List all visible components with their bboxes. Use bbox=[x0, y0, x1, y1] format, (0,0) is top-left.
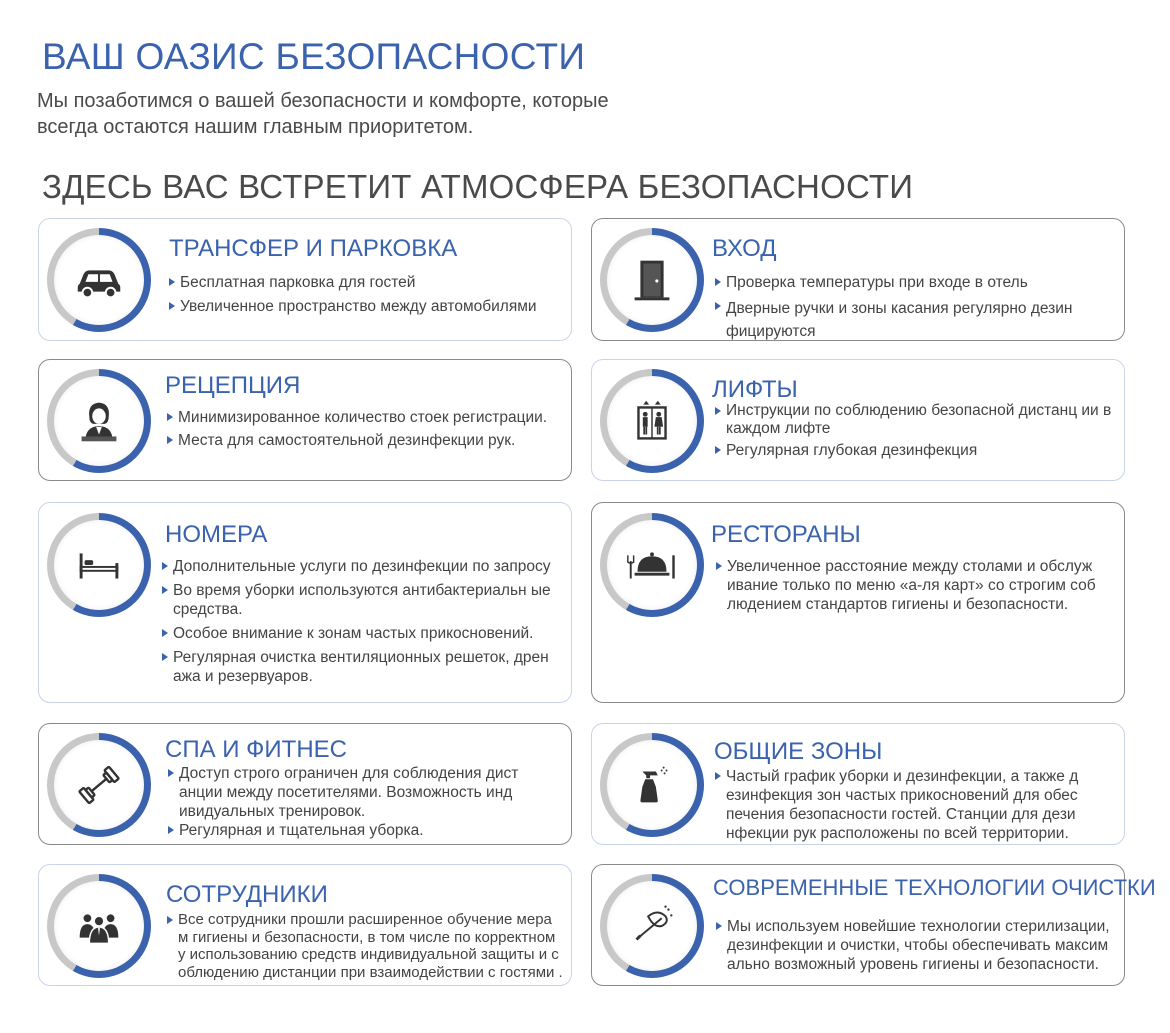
card-rooms bbox=[38, 502, 572, 703]
card-title: ОБЩИЕ ЗОНЫ bbox=[714, 738, 883, 765]
icon-ring bbox=[47, 733, 151, 837]
bed-icon bbox=[70, 536, 128, 594]
icon-ring bbox=[600, 733, 704, 837]
section-title: ЗДЕСЬ ВАС ВСТРЕТИТ АТМОСФЕРА БЕЗОПАСНОСТИ bbox=[42, 168, 914, 205]
icon-ring bbox=[47, 874, 151, 978]
dumbbell-icon bbox=[70, 756, 128, 814]
list-item: Мы используем новейшие технологии стерилизации, дезинфекции и очистки, чтобы обеспечивать максим ально возможный уровень гигиены и безопасности. bbox=[715, 917, 1115, 974]
card-title: НОМЕРА bbox=[165, 521, 268, 548]
icon-ring bbox=[600, 369, 704, 473]
card-entrance bbox=[591, 218, 1125, 341]
card-restaurants bbox=[591, 502, 1125, 703]
card-spa-fitness bbox=[38, 723, 572, 845]
receptionist-icon bbox=[70, 392, 128, 450]
list-item: Дверные ручки и зоны касания регулярно дезин фицируются bbox=[714, 297, 1114, 343]
spray-bottle-icon bbox=[623, 756, 681, 814]
list-item: Увеличенное пространство между автомобилями bbox=[168, 297, 568, 316]
card-list bbox=[715, 917, 1115, 974]
card-list bbox=[168, 273, 568, 316]
list-item: Места для самостоятельной дезинфекции рук. bbox=[166, 431, 566, 450]
cleaning-wipe-icon bbox=[623, 897, 681, 955]
card-list bbox=[714, 402, 1112, 460]
card-reception bbox=[38, 359, 572, 481]
list-item: Частый график уборки и дезинфекции, а также д езинфекция зон частых прикосновений для обес печения безопасности гостей. Станции для дези нфекции рук расположены по всей территории. bbox=[714, 767, 1112, 843]
list-item: Все сотрудники прошли расширенное обучение мера м гигиены и безопасности, в том числе по корректном у использованию средств индивидуальной защиты и с облюдению дистанции при взаимодействии с гостями . bbox=[166, 911, 566, 981]
list-item: Регулярная глубокая дезинфекция bbox=[714, 441, 1112, 460]
icon-ring bbox=[47, 369, 151, 473]
car-icon bbox=[70, 251, 128, 309]
card-title: СОВРЕМЕННЫЕ ТЕХНОЛОГИИ ОЧИСТКИ bbox=[713, 875, 1156, 900]
card-list bbox=[714, 767, 1112, 843]
list-item: Инструкции по соблюдению безопасной дистанц ии в каждом лифте bbox=[714, 402, 1112, 438]
list-item: Доступ строго ограничен для соблюдения дист анции между посетителями. Возможность инд ивидуальных тренировок. bbox=[167, 764, 562, 821]
list-item: Бесплатная парковка для гостей bbox=[168, 273, 568, 292]
list-item: Увеличенное расстояние между столами и обслуж ивание только по меню «а-ля карт» со строгим соб людением стандартов гигиены и безопасности. bbox=[715, 557, 1115, 614]
card-elevators bbox=[591, 359, 1125, 481]
page-subtitle bbox=[37, 88, 757, 140]
card-list bbox=[167, 764, 562, 840]
list-item: Особое внимание к зонам частых прикосновений. bbox=[161, 624, 566, 643]
door-icon bbox=[623, 251, 681, 309]
staff-group-icon bbox=[70, 897, 128, 955]
card-list bbox=[166, 911, 566, 981]
icon-ring bbox=[600, 874, 704, 978]
card-list bbox=[715, 557, 1115, 614]
subtitle-line-1: Мы позаботимся о вашей безопасности и комфорте, которые bbox=[37, 90, 609, 112]
card-cleaning-technologies bbox=[591, 864, 1156, 986]
subtitle-line-2: всегда остаются нашим главным приоритетом. bbox=[37, 116, 474, 138]
list-item: Регулярная и тщательная уборка. bbox=[167, 821, 562, 840]
card-title: ЛИФТЫ bbox=[712, 376, 798, 403]
icon-ring bbox=[600, 513, 704, 617]
list-item: Минимизированное количество стоек регистрации. bbox=[166, 408, 566, 427]
card-title: РЕЦЕПЦИЯ bbox=[165, 372, 301, 399]
list-item: Дополнительные услуги по дезинфекции по запросу bbox=[161, 557, 566, 576]
elevator-icon bbox=[623, 392, 681, 450]
icon-ring bbox=[47, 513, 151, 617]
card-common-areas bbox=[591, 723, 1125, 845]
cloche-icon bbox=[623, 536, 681, 594]
card-list bbox=[166, 408, 566, 450]
card-title: ТРАНСФЕР И ПАРКОВКА bbox=[169, 235, 458, 262]
icon-ring bbox=[600, 228, 704, 332]
card-title: СПА И ФИТНЕС bbox=[165, 736, 348, 763]
page-title: ВАШ ОАЗИС БЕЗОПАСНОСТИ bbox=[42, 36, 586, 77]
list-item: Во время уборки используются антибактериальн ые средства. bbox=[161, 581, 566, 619]
card-title: РЕСТОРАНЫ bbox=[711, 521, 861, 548]
list-item: Проверка температуры при входе в отель bbox=[714, 273, 1114, 292]
card-list bbox=[161, 557, 566, 686]
card-title: СОТРУДНИКИ bbox=[166, 881, 328, 908]
list-item: Регулярная очистка вентиляционных решеток, дрен ажа и резервуаров. bbox=[161, 648, 566, 686]
card-transfer-parking bbox=[38, 218, 572, 341]
card-staff bbox=[38, 864, 572, 986]
card-list bbox=[714, 273, 1114, 343]
card-title: ВХОД bbox=[712, 235, 777, 262]
icon-ring bbox=[47, 228, 151, 332]
